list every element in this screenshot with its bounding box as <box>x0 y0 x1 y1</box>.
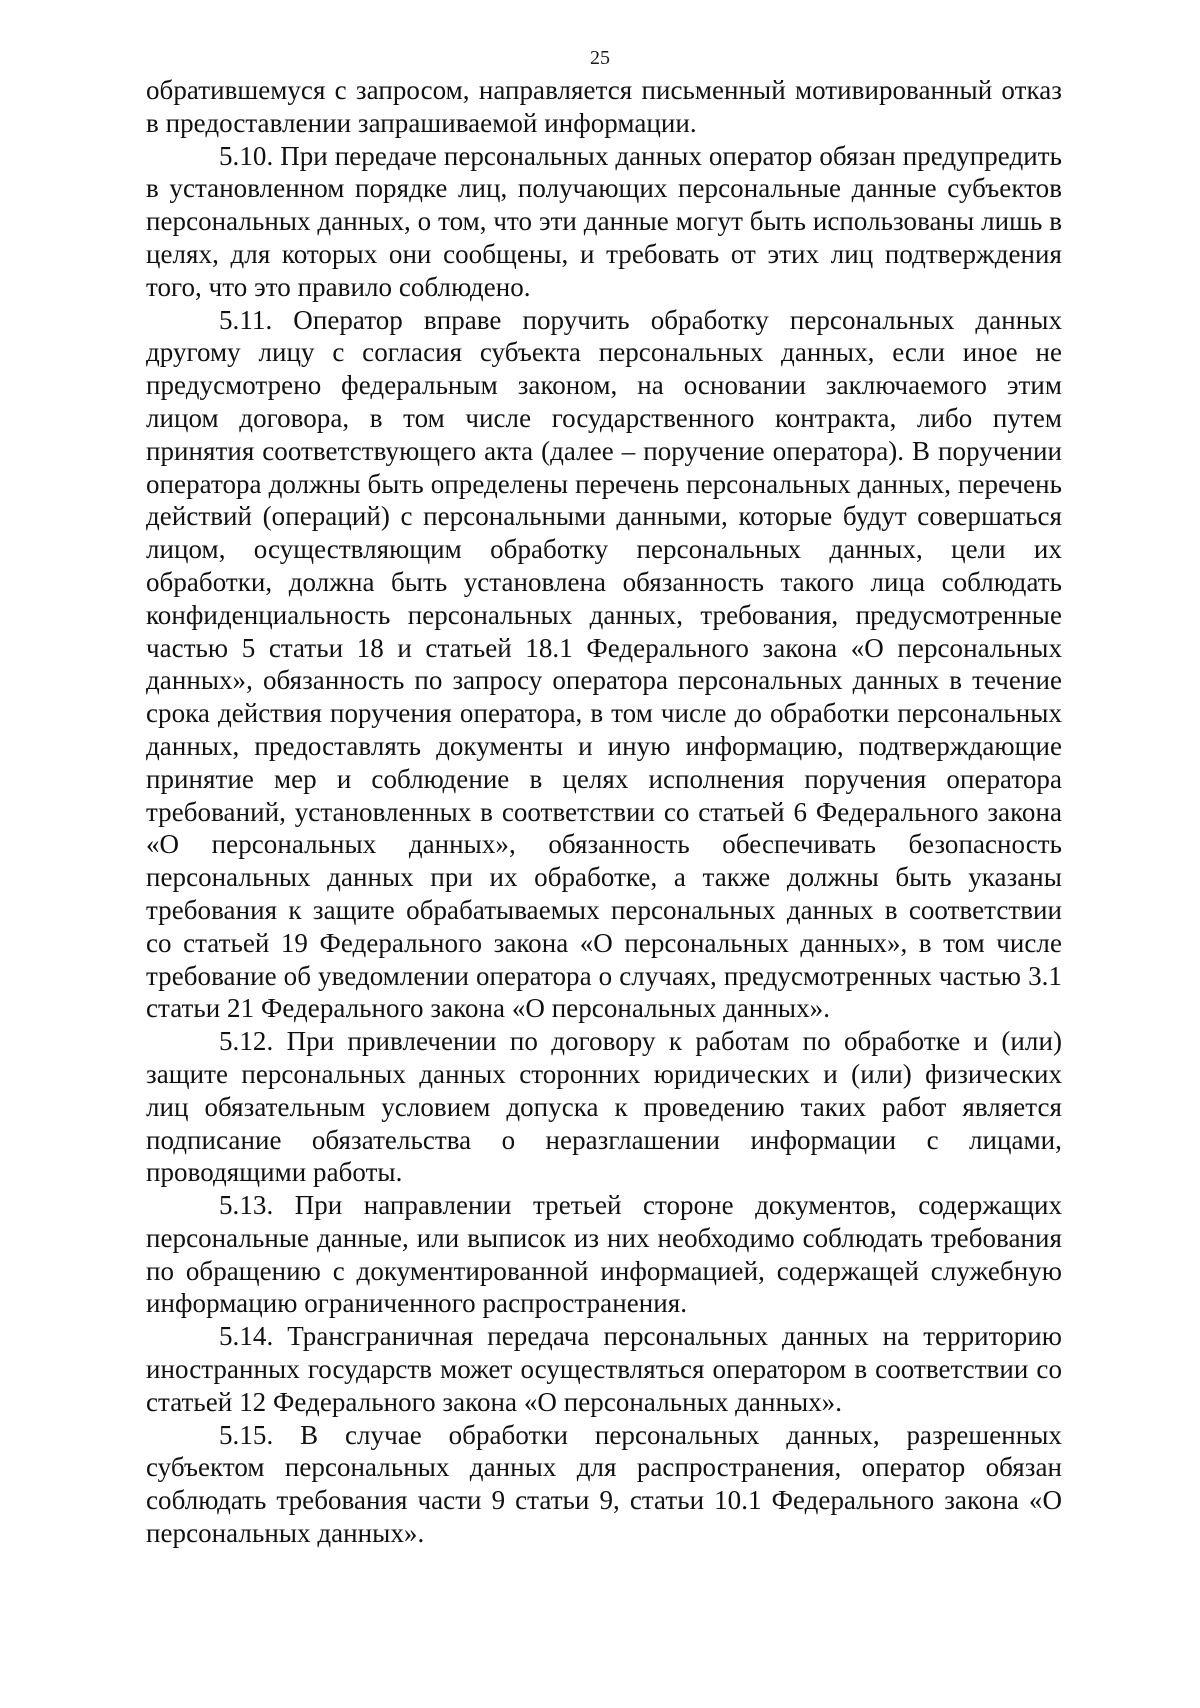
paragraph-5-13: 5.13. При направлении третьей стороне документов, содержащих персональные данные, или выписок из них необходимо соблюдать требования по обращению с документированной информацией, содержащей служебную информацию ограниченного распространения. <box>146 1190 1062 1319</box>
paragraph-5-15: 5.15. В случае обработки персональных данных, разрешенных субъектом персональных данных для распространения, оператор обязан соблюдать требования части 9 статьи 9, статьи 10.1 Федерального закона «О персональных данных». <box>146 1419 1062 1549</box>
paragraph-5-10: 5.10. При передаче персональных данных оператор обязан предупредить в установленном порядке лиц, получающих персональные данные субъектов персональных данных, о том, что эти данные могут быть использованы лишь в целях, для которых они сообщены, и требовать от этих лиц подтверждения того, что это правило соблюдено. <box>146 140 1062 302</box>
paragraph-5-12: 5.12. При привлечении по договору к работам по обработке и (или) защите персональных данных сторонних юридических и (или) физических лиц обязательным условием допуска к проведению таких работ является подписание обязательства о неразглашении информации с лицами, проводящими работы. <box>146 1026 1062 1188</box>
paragraph-5-11: 5.11. Оператор вправе поручить обработку персональных данных другому лицу с согласия субъекта персональных данных, если иное не предусмотрено федеральным законом, на основании заключаемого этим лицом договора, в том числе государственного контракта, либо путем принятия соответствующего акта (далее – поручение оператора). В поручении оператора должны быть определены перечень персональных данных, перечень действий (операций) с персональными данными, которые будут совершаться лицом, осуществляющим обработку персональных данных, цели их обработки, должна быть установлена обязанность такого лица соблюдать конфиденциальность персональных данных, требования, предусмотренные частью 5 статьи 18 и статьей 18.1 Федерального закона «О персональных данных», обязанность по запросу оператора персональных данных в течение срока действия поручения оператора, в том числе до обработки персональных данных, предоставлять документы и иную информацию, подтверждающие принятие мер и соблюдение в целях исполнения поручения оператора требований, установленных в соответствии со статьей 6 Федерального закона «О персональных данных», обязанность обеспечивать безопасность персональных данных при их обработке, а также должны быть указаны требования к защите обрабатываемых персональных данных в соответствии со статьей 19 Федерального закона «О персональных данных», в том числе требование об уведомлении оператора о случаях, предусмотренных частью 3.1 статьи 21 Федерального закона «О персональных данных». <box>146 304 1062 1024</box>
document-body <box>146 74 1062 1550</box>
paragraph-continuation: обратившемуся с запросом, направляется письменный мотивированный отказ в предоставлении запрашиваемой информации. <box>146 75 1062 138</box>
page-number: 25 <box>590 47 610 69</box>
paragraph-5-14: 5.14. Трансграничная передача персональных данных на территорию иностранных государств может осуществляться оператором в соответствии со статьей 12 Федерального закона «О персональных данных». <box>146 1321 1062 1417</box>
